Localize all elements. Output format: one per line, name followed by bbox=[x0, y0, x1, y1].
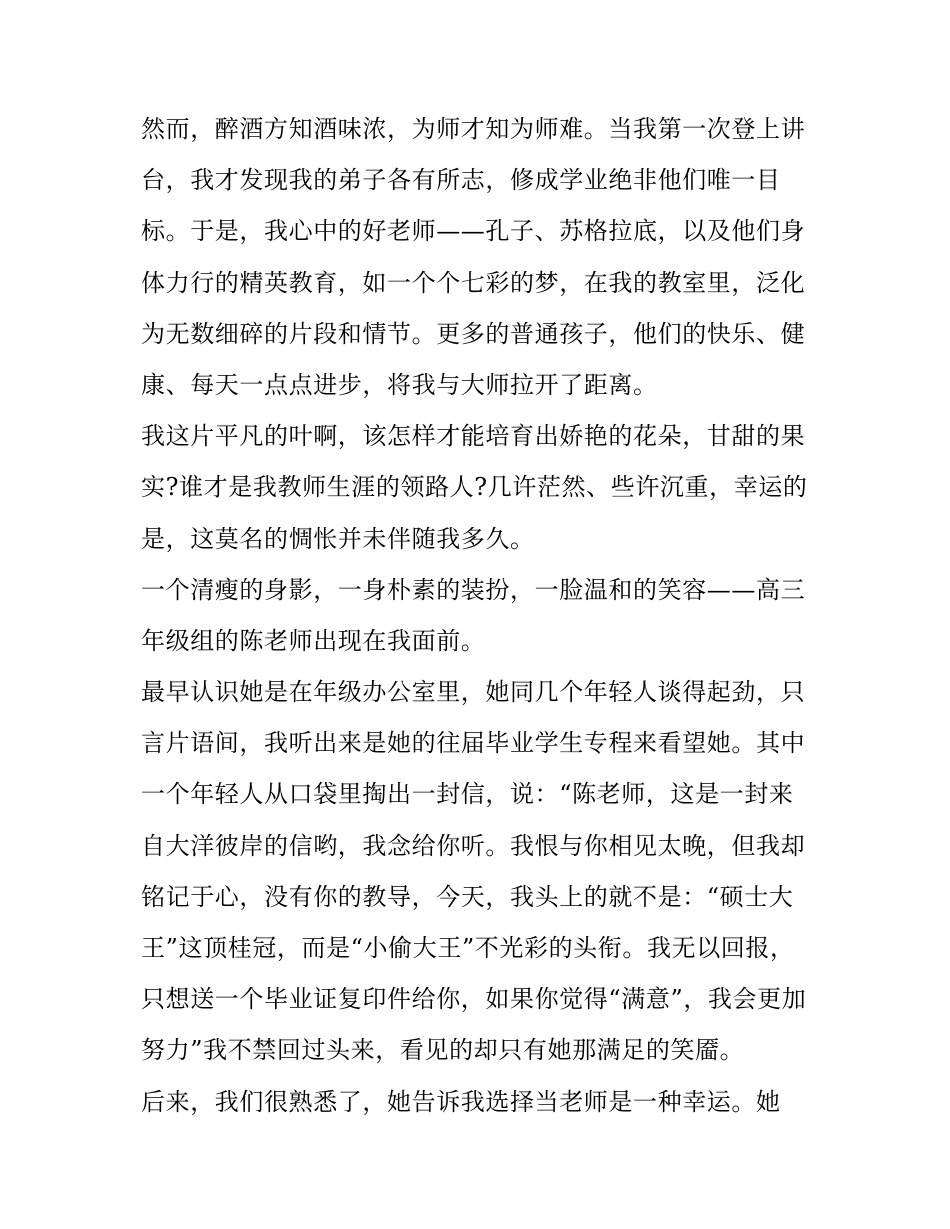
text-line: 年级组的陈老师出现在我面前。 bbox=[141, 626, 486, 655]
text-line: 只想送一个毕业证复印件给你，如果你觉得“满意”，我会更加 bbox=[141, 985, 807, 1014]
text-line: 言片语间，我听出来是她的往届毕业学生专程来看望她。其中 bbox=[141, 729, 806, 758]
text-line: 然而，醉酒方知酒味浓，为师才知为师难。当我第一次登上讲 bbox=[141, 115, 806, 143]
text-line: 实?谁才是我教师生涯的领路人?几许茫然、些许沉重，幸运的 bbox=[141, 473, 808, 502]
text-line: 最早认识她是在年级办公室里，她同几个年轻人谈得起劲，只 bbox=[141, 678, 806, 707]
text-line: 康、每天一点点进步，将我与大师拉开了距离。 bbox=[141, 370, 658, 399]
document-body bbox=[141, 104, 821, 1128]
text-line: 标。于是，我心中的好老师——孔子、苏格拉底，以及他们身 bbox=[141, 217, 806, 246]
text-line: 王”这顶桂冠，而是“小偷大王”不光彩的头衔。我无以回报， bbox=[141, 934, 795, 962]
text-line: 为无数细碎的片段和情节。更多的普通孩子，他们的快乐、健 bbox=[141, 319, 806, 348]
text-line: 铭记于心，没有你的教导，今天，我头上的就不是：“硕士大 bbox=[141, 882, 794, 911]
text-line: 我这片平凡的叶啊，该怎样才能培育出娇艳的花朵，甘甜的果 bbox=[141, 422, 806, 451]
text-line: 后来，我们很熟悉了，她告诉我选择当老师是一种幸运。她 bbox=[141, 1087, 781, 1116]
text-line: 自大洋彼岸的信哟，我念给你听。我恨与你相见太晚，但我却 bbox=[141, 831, 806, 860]
text-line: 一个清瘦的身影，一身朴素的装扮，一脸温和的笑容——高三 bbox=[141, 575, 806, 604]
text-line: 努力”我不禁回过头来，看见的却只有她那满足的笑靥。 bbox=[141, 1036, 745, 1065]
text-line: 是，这莫名的惆怅并未伴随我多久。 bbox=[141, 524, 535, 553]
text-line: 体力行的精英教育，如一个个七彩的梦，在我的教室里，泛化 bbox=[141, 268, 806, 297]
text-line: 台，我才发现我的弟子各有所志，修成学业绝非他们唯一目 bbox=[141, 166, 781, 195]
text-line: 一个年轻人从口袋里掏出一封信，说：“陈老师，这是一封来 bbox=[141, 780, 794, 809]
